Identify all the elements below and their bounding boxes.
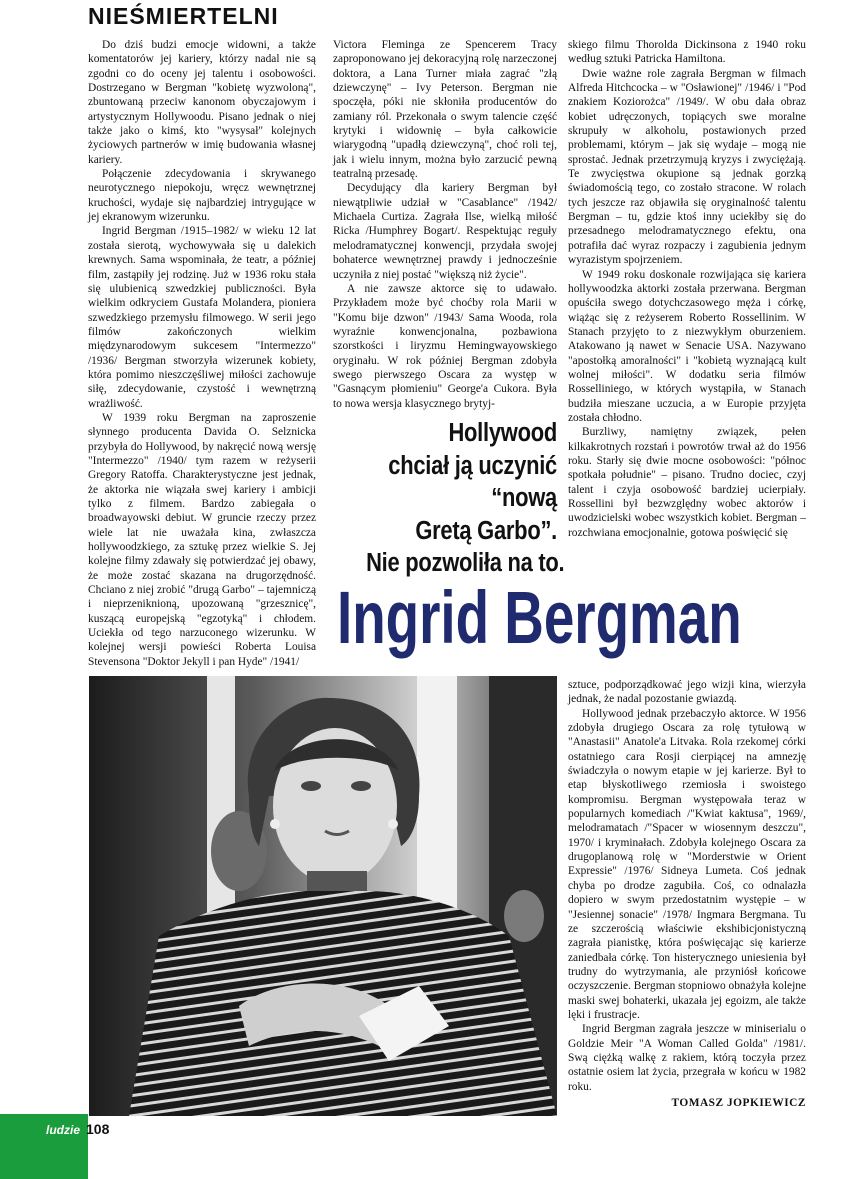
paragraph: A nie zawsze aktorce się to udawało. Przykładem może być choćby rola Marii w "Komu bije dzwon" /1943/ Sama Wooda, rola wyraźnie konwencjonalna, pozbawiona szorstkości i liryzmu Hemingwayowskiego oryginału. W rok później Bergman zdobyła swego pierwszego Oscara za występ w "Gasnącym płomieniu" George'a Cukora. Była to nowa wersja klasycznego brytyj- <box>333 282 557 410</box>
article-column-3 <box>568 38 806 540</box>
article-column-2 <box>333 38 557 411</box>
paragraph: Dwie ważne role zagrała Bergman w filmach Alfreda Hitchcocka – w "Osławionej" /1946/ i "Pod znakiem Koziorożca" /1949/. W obu dała obraz kobiet udręczonych, topiących swe moralne skrupuły w alkoholu, postawionych przed problemami, którym – jak się wydaje – mogą nie sprostać. Jednak przetrzymują kryzys i zwyciężają. Te zwycięstwa okupione są jednak gorzką świadomością tego, co zostało stracone. W rolach tych jeszcze raz objawiła się oryginalność talentu Bergman – tu, gdzie ktoś inny uciekłby się do przesadnego melodramatycznego efektu, ona potrafiła dać wyraz rozpaczy i zagubienia jednym wyrazistym spojrzeniem. <box>568 67 806 267</box>
paragraph: Hollywood jednak przebaczyło aktorce. W 1956 zdobyła drugiego Oscara za rolę tytułową w "Anastasii" Anatole'a Litvaka. Rola rzekomej córki ostatniego cara Rosji cierpiącej na amnezję świadczyła o nowym etapie w jej karierze. Był to etap błyskotliwego rzemiosła i swoistego kompromisu. Bergman występowała teraz w popularnych komediach /"Kwiat kaktusa", 1969/, melodramatach /"Spacer w wiosennym deszczu", 1970/ i kryminałach. Zdobyła kolejnego Oscara za drugoplanową rolę w "Morderstwie w Orient Expressie" /1976/ Sidneya Lumeta. Coś jednak chyba po drodze zagubiła. Coś, co odnalazła dopiero w swym przedostatnim występie – w "Jesiennej sonacie" /1978/ Ingmara Bergmana. Tu ze szczerością właściwie ekshibicjonistyczną zagrała pianistkę, która poświęcając się karierze zaniedbała córkę. Ton histerycznego uniesienia był trudny do wytrzymania, ale przyniósł końcowe oczyszczenie. Bergman stopniowo obnażyła kolejne maski swej bohaterki, ukazała jej egoizm, ale także lęki i frustracje. <box>568 707 806 1021</box>
paragraph: W 1949 roku doskonale rozwijająca się kariera hollywoodzka aktorki została przerwana. Bergman opuściła swego dotychczasowego męża i córkę, wiążąc się z reżyserem Roberto Rossellinim. W Stanach przyjęto to z niezwykłym oburzeniem. Atakowano ją nawet w Senacie USA. Nazywano "apostołką amoralności" i "kobietą wyznającą kult wolnej miłości". W dodatku seria filmów Rosselliniego, w których wystąpiła, w Stanach budziła mieszane uczucia, a w Europie przyjęta została chłodno. <box>568 268 806 424</box>
paragraph: Ingrid Bergman zagrała jeszcze w miniserialu o Goldzie Meir "A Woman Called Golda" /1981/. Swą ciężką walkę z rakiem, którą toczyła przez ostatnie osiem lat życia, przegrała w końcu w 1982 roku. <box>568 1023 806 1093</box>
paragraph: Do dziś budzi emocje widowni, a także komentatorów jej kariery, którzy nadal nie są zgodni co do oceny jej talentu i osobowości. Dostrzegano w Bergman "kobietę wyzwoloną", zbuntowaną przeciw kanonom obyczajowym i artystycznym Hollywoodu. Pisano jednak o niej także jako o kimś, kto "wysysał" kolejnych życiowych partnerów w imię budowania własnej kariery. <box>88 39 316 166</box>
magazine-brand: ludzie <box>46 1123 81 1137</box>
pull-quote-line: Hollywood <box>448 419 557 447</box>
paragraph: Ingrid Bergman /1915–1982/ w wieku 12 lat została sierotą, wychowywała się u dalekich krewnych. Sama wspominała, że teatr, a później film, zastąpiły jej rodzinę. Już w 1936 roku stała się ulubienicą szwedzkiej publiczności. Była wielkim odkryciem Gustafa Molandera, pioniera szwedzkiego przemysłu filmowego. W serii jego filmów zakończonych wielkim międzynarodowym sukcesem "Intermezzo" /1936/ Bergman stworzyła wizerunek kobiety, która pomimo nieszczęśliwej miłości zachowuje siłę, zdecydowanie, czystość i wewnętrzną wrażliwość. <box>88 225 316 410</box>
page-number: 108 <box>86 1121 110 1137</box>
article-column-1 <box>88 38 316 669</box>
paragraph: Victora Fleminga ze Spencerem Tracy zaproponowano jej dekoracyjną rolę narzeczonej doktora, a Lana Turner miała zagrać "złą dziewczynę" – Ivy Peterson. Bergman nie spoczęła, póki nie skłoniła producentów do zamiany ról. Przekonała o swym talencie część krytyki i widownię – była całkowicie wiarygodną "upadłą dziewczyną", choć roli tej, jak i wielu innym, można było zarzucić pewną teatralną przesadę. <box>333 39 557 181</box>
pull-quote-line: Gretą Garbo”. <box>415 516 557 545</box>
paragraph: skiego filmu Thorolda Dickinsona z 1940 roku według sztuki Patricka Hamiltona. <box>568 39 806 66</box>
author-byline: TOMASZ JOPKIEWICZ <box>671 1096 806 1109</box>
article-column-4 <box>568 678 806 1110</box>
paragraph: Burzliwy, namiętny związek, pełen kilkakrotnych rozstań i powrotów trwał aż do 1956 roku. Starły się dwie mocne osobowości: "północ spotkała południe" – pisano. Trudno dociec, czyj talent i czyja osobowość bardziej ucierpiały. Rossellini był bezwzględny wobec aktorów i uwodzicielski wobec wszystkich kobiet. Bergman – rozchwiana emocjonalnie, gotowa poświęcić się <box>568 426 806 539</box>
pull-quote-line: “nową <box>491 484 557 512</box>
pull-quote-line: Nie pozwoliła na to. <box>366 549 565 577</box>
pull-quote-line: chciał ją uczynić <box>388 451 557 480</box>
portrait-photo <box>89 676 557 1116</box>
paragraph: sztuce, podporządkować jego wizji kina, wierzyła jednak, że nadal pozostanie gwiazdą. <box>568 679 806 706</box>
paragraph: Połączenie zdecydowania i skrywanego neurotycznego niepokoju, wręcz wewnętrznej kruchości, wydaje się najbardziej intrygujące w jej ekranowym wizerunku. <box>88 168 316 224</box>
paragraph: Decydujący dla kariery Bergman był niewątpliwie udział w "Casablance" /1942/ Michaela Curtiza. Zagrała Ilse, wielką miłość Ricka /Humphrey Bogart/. Respektując reguły melodramatycznej konwencji, przydała swojej bohaterce wewnętrznej prawdy i jednocześnie uczyniła z niej postać "większą niż życie". <box>333 182 557 281</box>
article-headline: Ingrid Bergman <box>337 576 742 659</box>
pull-quote <box>366 417 565 580</box>
section-title: NIEŚMIERTELNI <box>88 3 279 29</box>
paragraph: W 1939 roku Bergman na zaproszenie słynnego producenta Davida O. Selznicka przybyła do Hollywood, by nakręcić nową wersję "Intermezzo" /1940/ tym razem w reżyserii Gregory Ratoffa. Charakterystyczne jest jednak, że aktorka nie wiązała swej kariery i ambicji tylko z filmem. Bardzo zabiegała o broadwayowski debiut. W gruncie rzeczy przez wiele lat nie uważała kina, zwłaszcza hollywoodzkiego, za sztukę przez wielkie S. Jej kolejne filmy zdawały się potwierdzać jej obawy, że może zostać skazana na drugorzędność. Chciano z niej zrobić "drugą Garbo" – tajemniczą i nieprzeniknioną, upozowaną "grzesznicę", kuszącą europejską "egzotyką" i chłodem. Uciekła od tego narzuconego wizerunku. W kolejnej wersji powieści Roberta Louisa Stevensona "Doktor Jekyll i pan Hyde" /1941/ <box>88 411 316 668</box>
